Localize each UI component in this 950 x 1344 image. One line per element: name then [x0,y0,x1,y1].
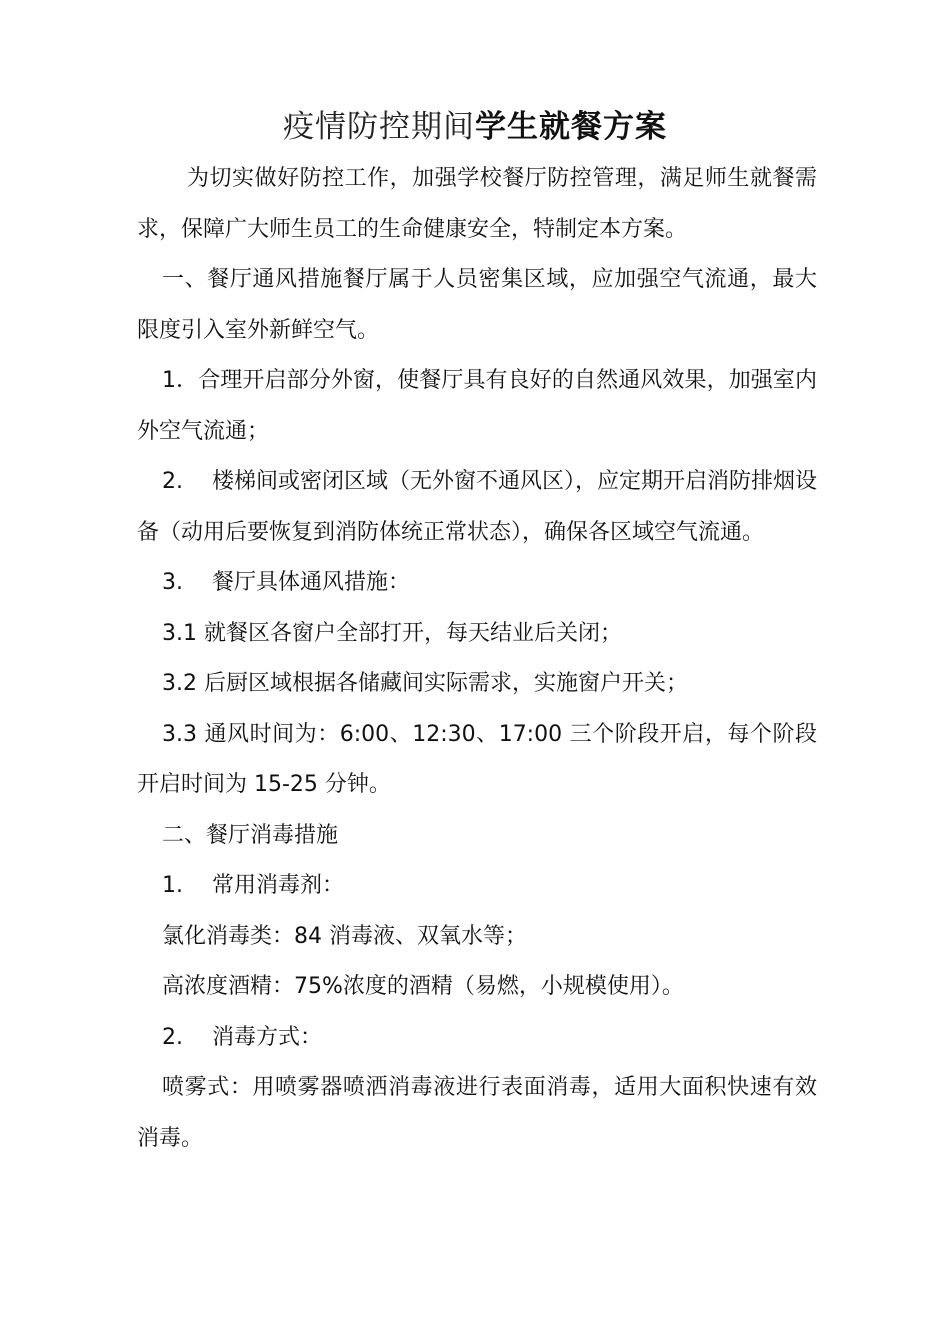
section-2-item-1-text: 常用消毒剂： [212,873,345,898]
alcohol-disinfectant-line: 高浓度酒精：75%浓度的酒精（易燃，小规模使用）。 [162,974,684,999]
list-item-2-text: 楼梯间或密闭区域（无外窗不通风区），应定期开启消防排烟设备（动用后要恢复到消防体统正常状态），确保各区域空气流通。 [137,469,818,545]
list-item-1: 1．合理开启部分外窗，使餐厅具有良好的自然通风效果，加强室内外空气流通； [137,368,817,444]
list-item-3 [137,558,817,609]
list-item-2-number: 2. [162,469,183,494]
section-2-item-1-number: 1. [162,873,183,898]
title-part-1: 疫情防控期间 [283,109,475,145]
section-1-heading: 一、餐厅通风措施餐厅属于人员密集区域，应加强空气流通，最大限度引入室外新鲜空气。 [137,267,817,343]
section-2-item-2-text: 消毒方式： [212,1024,323,1050]
chlorine-disinfectant-line: 氯化消毒类：84 消毒液、双氧水等； [162,923,527,949]
intro-paragraph: 为切实做好防控工作，加强学校餐厅防控管理，满足师生就餐需求，保障广大师生员工的生命健康安全，特制定本方案。 [137,166,817,242]
list-item-3-number: 3. [162,570,183,595]
section-2-item-1 [137,861,817,912]
list-item-2 [137,457,817,558]
list-item-3-1: 3.1 就餐区各窗户全部打开，每天结业后关闭； [162,620,622,646]
section-2-heading: 二、餐厅消毒措施 [162,822,339,848]
section-2-item-2-number: 2. [162,1024,183,1050]
list-item-3-3: 3.3 通风时间为：6:00、12:30、17:00 三个阶段开启，每个阶段开启时间为 15-25 分钟。 [137,721,817,797]
section-2-item-2 [137,1013,817,1064]
document-title [0,102,950,152]
spray-method-paragraph: 喷雾式：用喷雾器喷洒消毒液进行表面消毒，适用大面积快速有效消毒。 [137,1075,817,1151]
list-item-3-text: 餐厅具体通风措施： [212,570,411,595]
title-part-2: 学生就餐方案 [475,109,667,145]
document-body [137,154,817,1164]
list-item-3-2: 3.2 后厨区域根据各储藏间实际需求，实施窗户开关； [162,671,688,696]
